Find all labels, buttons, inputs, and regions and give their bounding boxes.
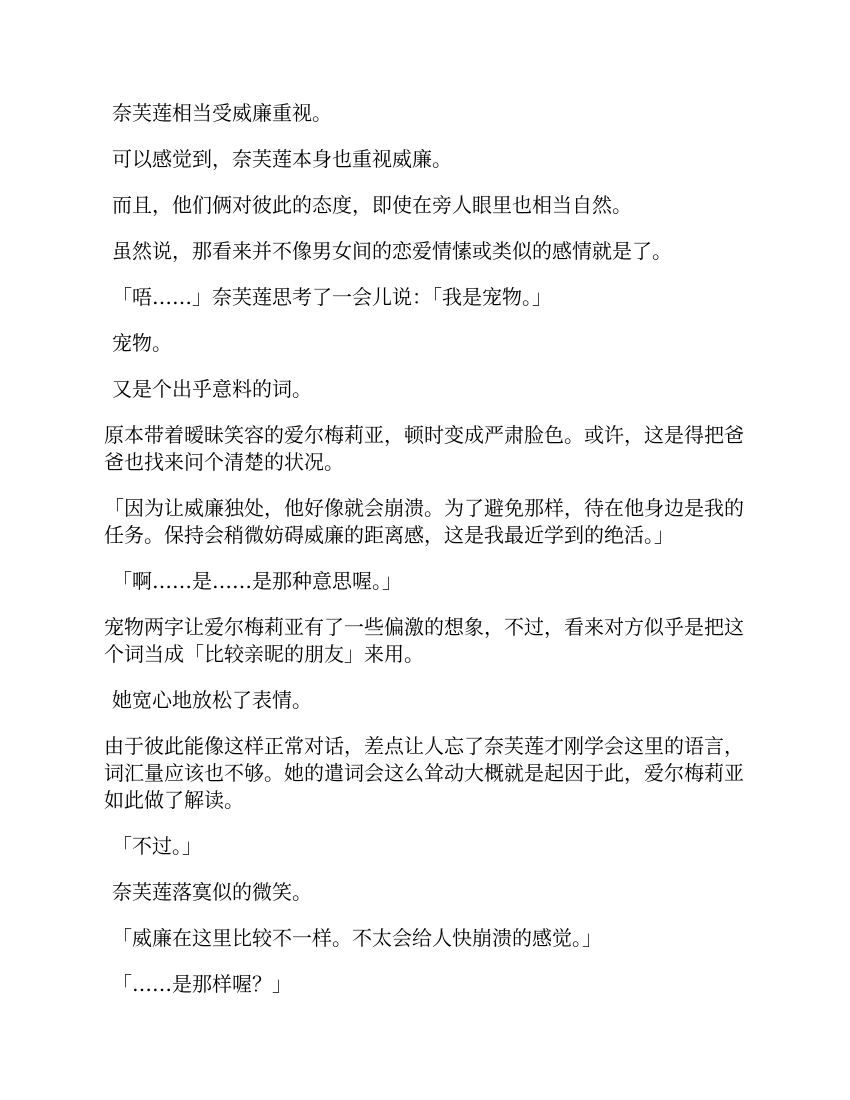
- paragraph: 「不过。」: [112, 834, 202, 858]
- paragraph: 宠物。: [112, 331, 172, 355]
- paragraph: 「威廉在这里比较不一样。不太会给人快崩溃的感觉。」: [112, 926, 602, 950]
- text-body: [104, 100, 744, 1017]
- paragraph: 原本带着暧昧笑容的爱尔梅莉亚，顿时变成严肃脸色。或许，这是得把爸爸也找来问个清楚的状况。: [104, 423, 744, 474]
- paragraph: 「因为让威廉独处，他好像就会崩溃。为了避免那样，待在他身边是我的任务。保持会稍微妨碍威廉的距离感，这是我最近学到的绝活。」: [104, 496, 744, 547]
- paragraph: 由于彼此能像这样正常对话，差点让人忘了奈芙莲才刚学会这里的语言，词汇量应该也不够。她的遣词会这么耸动大概就是起因于此，爱尔梅莉亚如此做了解读。: [104, 734, 744, 812]
- paragraph: 「啊……是……是那种意思喔。」: [112, 569, 402, 593]
- paragraph: 而且，他们俩对彼此的态度，即使在旁人眼里也相当自然。: [112, 193, 632, 217]
- paragraph: 她宽心地放松了表情。: [112, 688, 312, 712]
- paragraph: 「……是那样喔？」: [112, 972, 292, 996]
- paragraph: 可以感觉到，奈芙莲本身也重视威廉。: [112, 147, 452, 171]
- paragraph: 虽然说，那看来并不像男女间的恋爱情愫或类似的感情就是了。: [112, 239, 672, 263]
- paragraph: 奈芙莲相当受威廉重视。: [112, 101, 332, 125]
- paragraph: 宠物两字让爱尔梅莉亚有了一些偏激的想象，不过，看来对方似乎是把这个词当成「比较亲昵的朋友」来用。: [104, 615, 744, 666]
- paragraph: 又是个出乎意料的词。: [112, 377, 312, 401]
- paragraph: 奈芙莲落寞似的微笑。: [112, 880, 312, 904]
- paragraph: 「唔……」奈芙莲思考了一会儿说：「我是宠物。」: [112, 285, 552, 309]
